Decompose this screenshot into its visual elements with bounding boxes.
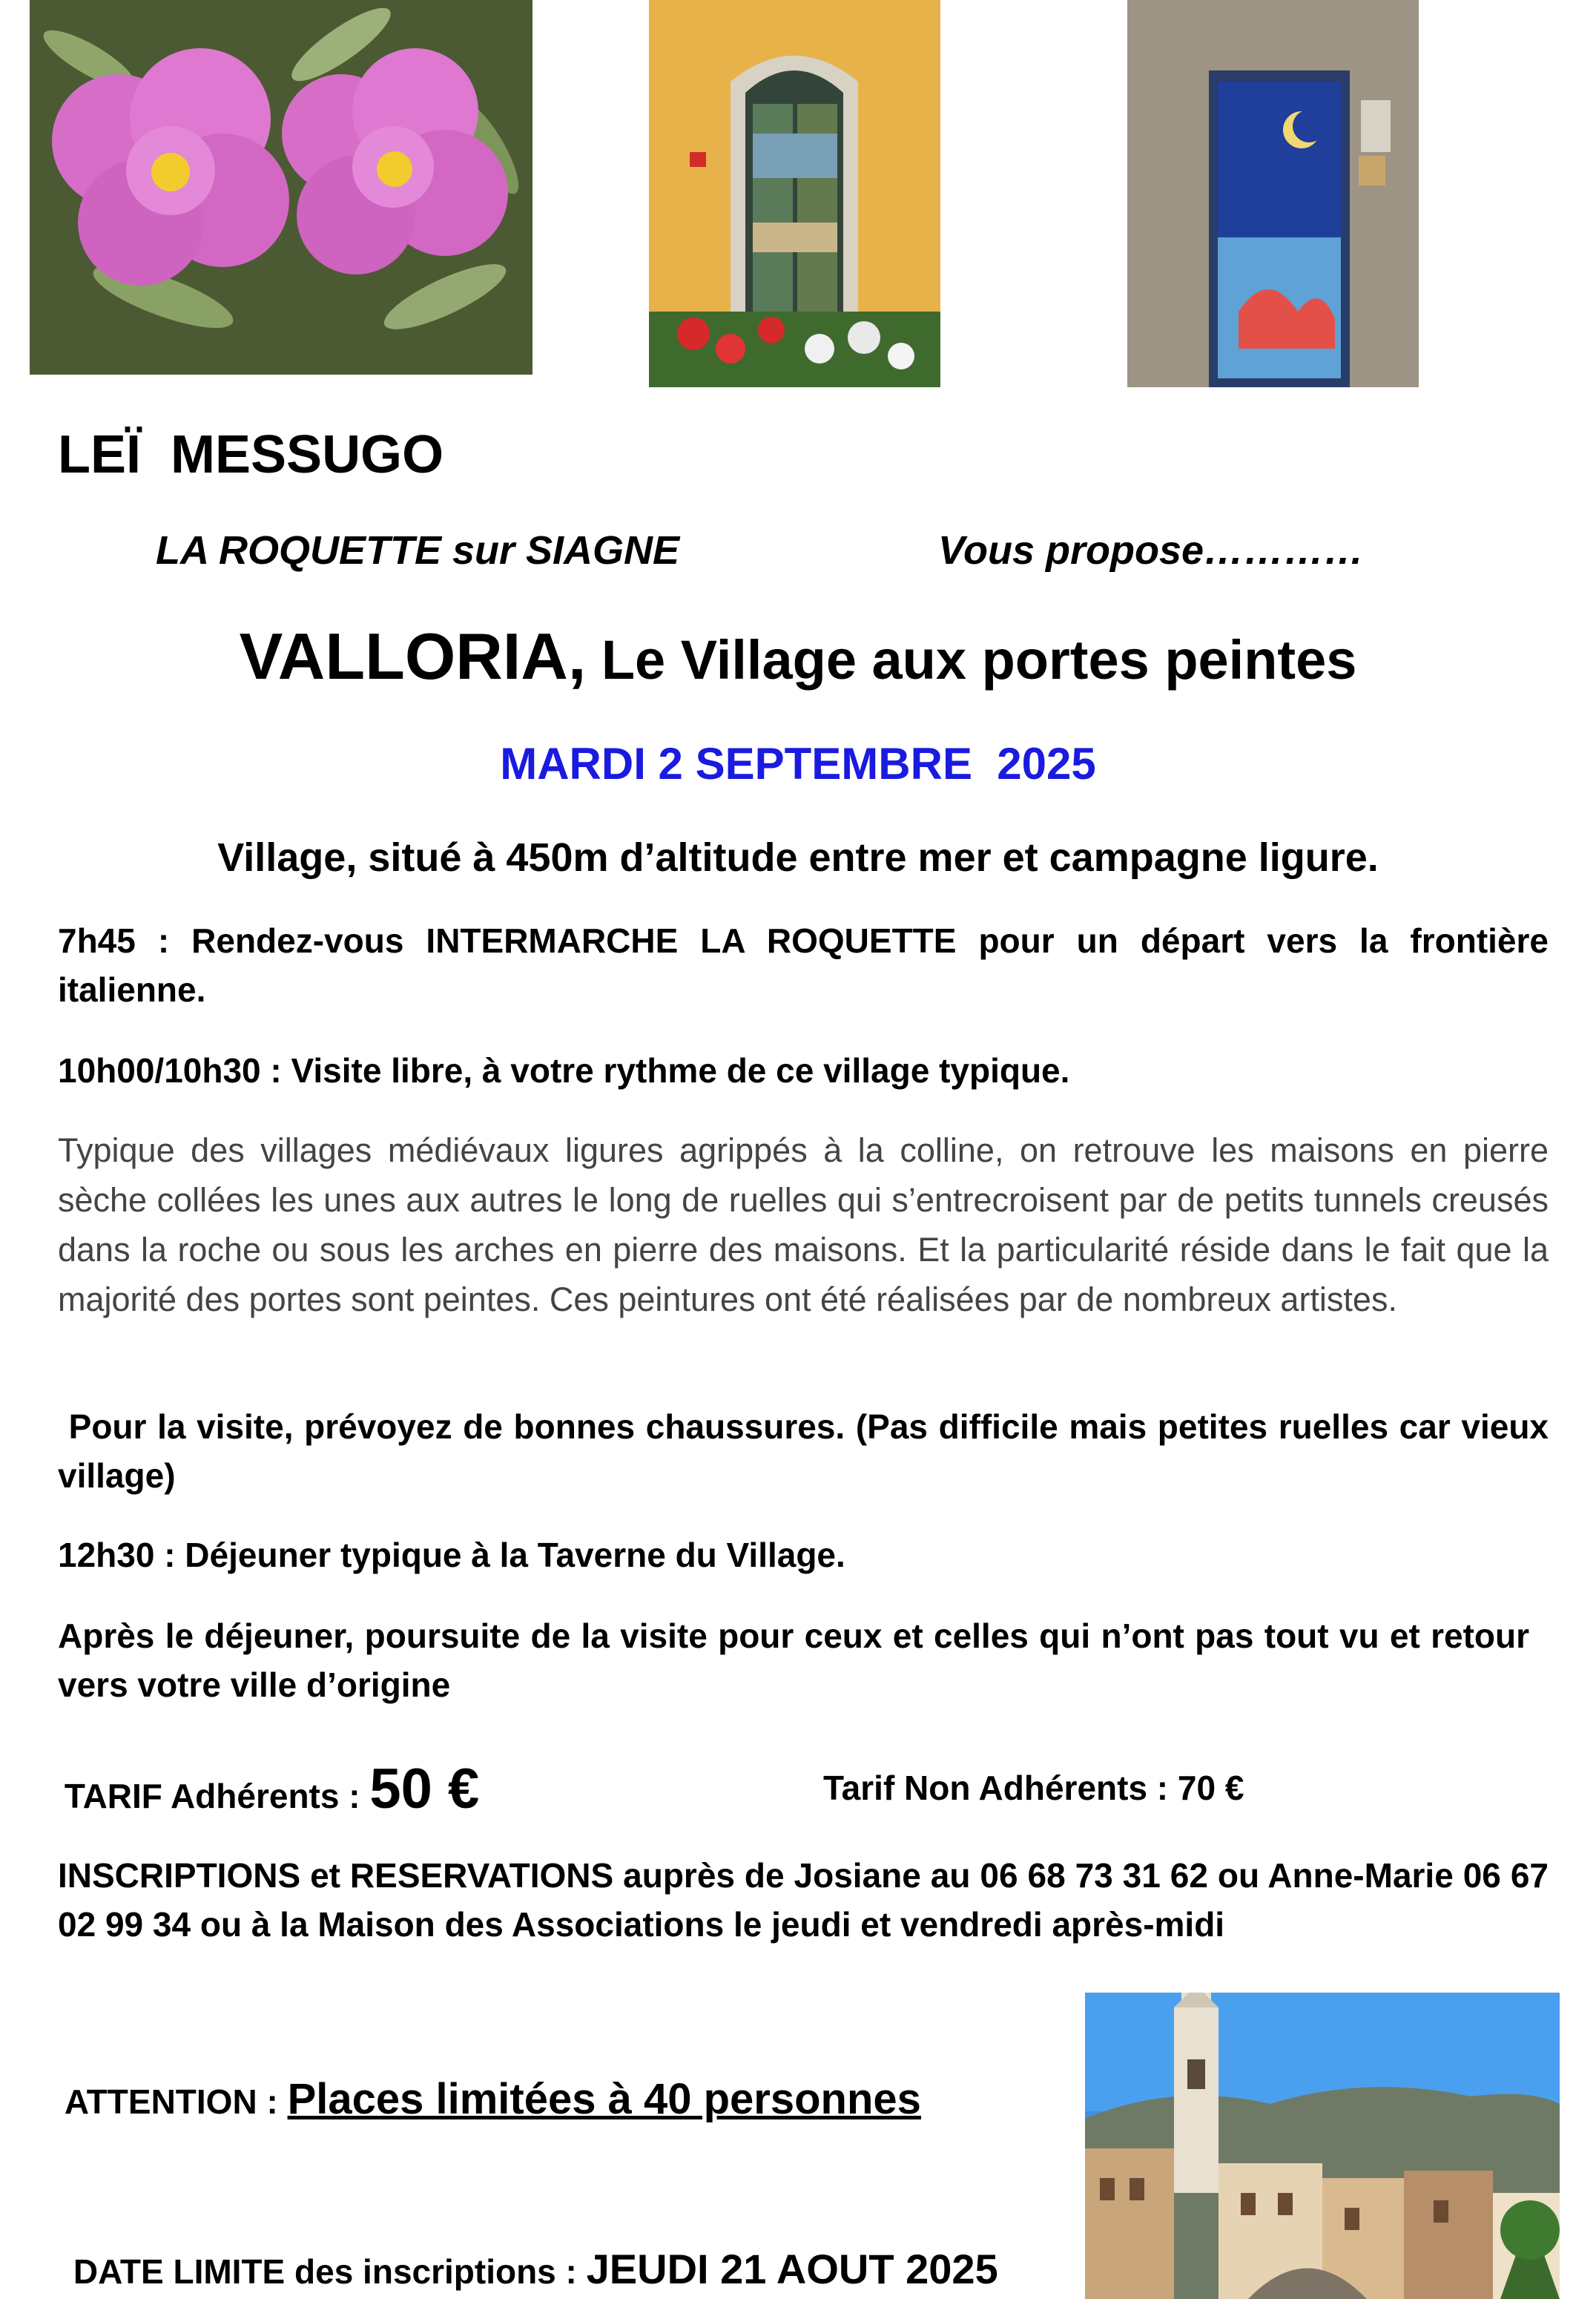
proposal-tagline: Vous propose………… (938, 528, 1365, 573)
title-main: VALLORIA, (239, 619, 587, 693)
registration-deadline (67, 2231, 998, 2293)
location-subtitle: LA ROQUETTE sur SIAGNE (156, 528, 680, 573)
title-sub: Le Village aux portes peintes (586, 629, 1357, 691)
afternoon-info: Après le déjeuner, poursuite de la visite pour ceux et celles qui n’ont pas tout vu et retour vers votre ville d’origine (58, 1616, 1529, 1704)
page-title (0, 616, 1596, 701)
lunch-info: 12h30 : Déjeuner typique à la Taverne du Village. (58, 1536, 845, 1574)
visit-time: 10h00/10h30 : Visite libre, à votre rythme de ce village typique. (58, 1051, 1070, 1090)
village-description: Typique des villages médiévaux ligures agrippés à la colline, on retrouve les maisons en pierre sèche collées les unes aux autres le long de ruelles qui s’entrecroisent par de petits tunnels creusés dans la roche ou sous les arches en pierre des maisons. Et la particularité réside dans le fait que la majorité des portes sont peintes. Ces peintures ont été réalisées par de nombreux artistes. (58, 1131, 1549, 1318)
member-price (58, 1743, 479, 1821)
attention-label: ATTENTION : (64, 2082, 288, 2121)
bell-tower-icon (1085, 1993, 1560, 2299)
painted-door-yellow-photo (649, 0, 940, 387)
painted-door-icon (649, 0, 940, 387)
event-date: MARDI 2 SEPTEMBRE 2025 (500, 739, 1096, 789)
moon-door-icon (1127, 0, 1419, 387)
member-price-value: 50 € (369, 1757, 480, 1821)
deadline-date: JEUDI 21 AOUT 2025 (586, 2246, 998, 2292)
non-member-price: Tarif Non Adhérents : 70 € (823, 1769, 1244, 1807)
flower-photo (30, 0, 532, 375)
attention-text: Places limitées à 40 personnes (287, 2075, 921, 2123)
organization-name: LEÏ MESSUGO (58, 425, 444, 484)
intro-line: Village, situé à 450m d’altitude entre mer et campagne ligure. (217, 835, 1379, 880)
attention-notice (58, 2061, 921, 2124)
registration-info: INSCRIPTIONS et RESERVATIONS auprès de Josiane au 06 68 73 31 62 ou Anne-Marie 06 67 02 99 34 ou à la Maison des Associations le jeudi et vendredi après-midi (58, 1856, 1549, 1944)
painted-door-blue-photo (1127, 0, 1419, 387)
member-price-label: TARIF Adhérents : (64, 1777, 370, 1815)
meeting-point: 7h45 : Rendez-vous INTERMARCHE LA ROQUETTE pour un départ vers la frontière italienne. (58, 921, 1549, 1009)
pink-flower-icon (30, 0, 532, 375)
village-photo (1085, 1993, 1560, 2299)
shoes-advice: Pour la visite, prévoyez de bonnes chaussures. (Pas difficile mais petites ruelles car vieux village) (58, 1407, 1558, 1495)
deadline-label: DATE LIMITE des inscriptions : (73, 2252, 587, 2291)
